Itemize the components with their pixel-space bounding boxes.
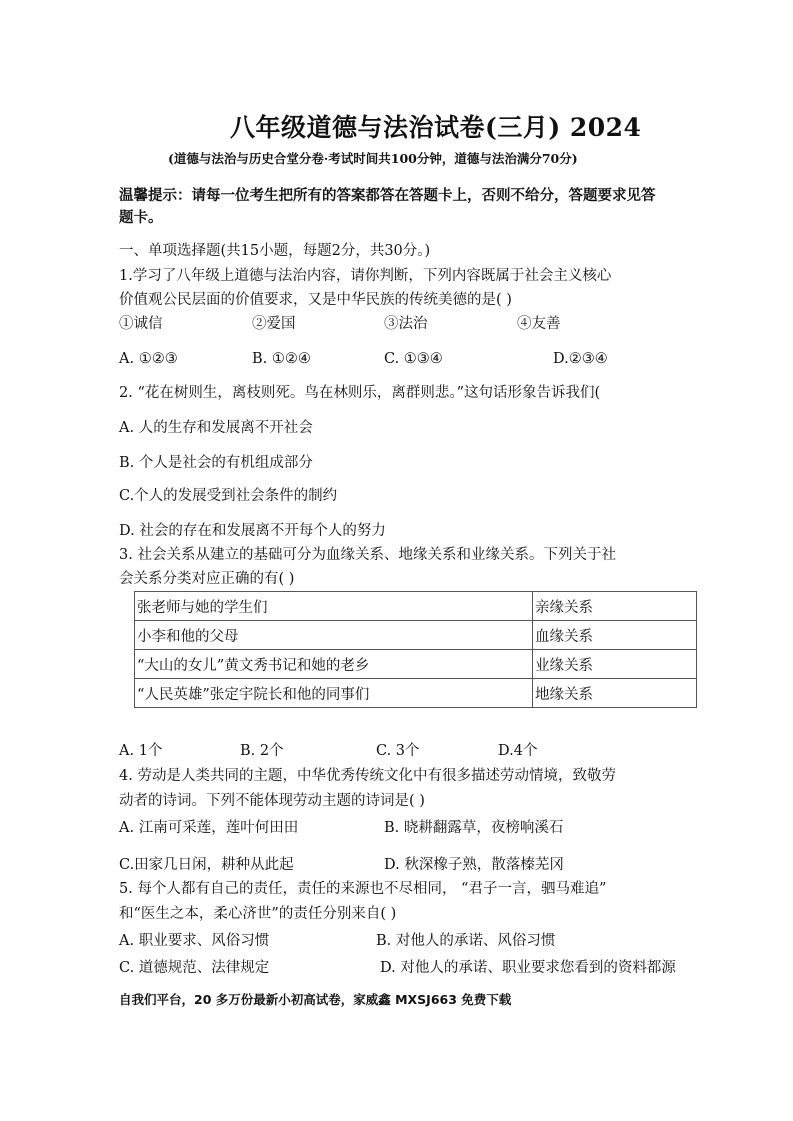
table-cell: “大山的女儿”黄文秀书记和她的老乡 bbox=[135, 650, 533, 679]
q3-option-b: B. 2个 bbox=[240, 743, 284, 759]
footer-note: 自我们平台，20 多万份最新小初高试卷，家威鑫 MXSJ663 免费下载 bbox=[119, 992, 512, 1007]
q1-item: ④友善 bbox=[517, 316, 561, 332]
q5-line-1: 5. 每个人都有自己的责任，责任的来源也不尽相同， “君子一言，驷马难追” bbox=[119, 881, 607, 897]
q1-line-2: 价值观公民层面的价值要求，又是中华民族的传统美德的是( ) bbox=[119, 292, 512, 308]
q5-option-a: A. 职业要求、风俗习惯 bbox=[119, 933, 270, 949]
q4-option-b: B. 晓耕翻露草，夜榜响溪石 bbox=[384, 820, 564, 836]
q2-option-b: B. 个人是社会的有机组成部分 bbox=[119, 455, 313, 471]
q1-option-c: C. ①③④ bbox=[384, 351, 443, 367]
table-cell: “人民英雄”张定宇院长和他的同事们 bbox=[135, 679, 533, 708]
q4-line-2: 动者的诗词。下列不能体现劳动主题的诗词是( ) bbox=[119, 793, 425, 809]
q1-item: ①诚信 bbox=[119, 316, 163, 332]
q5-option-c: C. 道德规范、法律规定 bbox=[119, 960, 270, 976]
page-title: 八年级道德与法治试卷(三月) 2024 bbox=[230, 113, 642, 142]
q1-option-d: D.②③④ bbox=[553, 351, 608, 367]
q1-line-1: 1.学习了八年级上道德与法治内容，请你判断，下列内容既属于社会主义核心 bbox=[119, 268, 612, 284]
q4-line-1: 4. 劳动是人类共同的主题，中华优秀传统文化中有很多描述劳动情境，致敬劳 bbox=[119, 768, 616, 784]
notice-line-1: 温馨提示：请每一位考生把所有的答案都答在答题卡上，否则不给分，答题要求见答 bbox=[119, 187, 656, 204]
q2-line-1: 2. “花在树则生，离枝则死。鸟在林则乐，离群则悲。”这句话形象告诉我们( bbox=[119, 385, 601, 401]
q5-line-2: 和“医生之本，柔心济世”的责任分别来自( ) bbox=[119, 906, 397, 922]
q2-option-c: C.个人的发展受到社会条件的制约 bbox=[119, 488, 338, 504]
q3-line-1: 3. 社会关系从建立的基础可分为血缘关系、地缘关系和业缘关系。下列关于社 bbox=[119, 547, 616, 563]
q1-option-a: A. ①②③ bbox=[119, 351, 178, 367]
relation-table bbox=[134, 591, 697, 708]
q2-option-d: D. 社会的存在和发展离不开每个人的努力 bbox=[119, 523, 386, 539]
q3-line-2: 会关系分类对应正确的有( ) bbox=[119, 571, 295, 587]
q1-item: ②爱国 bbox=[252, 316, 296, 332]
table-row bbox=[135, 621, 697, 650]
exam-subtitle: (道德与法治与历史合堂分卷·考试时间共100分钟，道德与法治满分70分) bbox=[168, 151, 578, 166]
q4-option-d: D. 秋深橡子熟，散落榛芜冈 bbox=[384, 857, 564, 873]
q5-option-b: B. 对他人的承诺、风俗习惯 bbox=[376, 933, 556, 949]
table-cell: 业缘关系 bbox=[533, 650, 697, 679]
table-row bbox=[135, 592, 697, 621]
q5-option-d: D. 对他人的承诺、职业要求您看到的资料都源 bbox=[380, 960, 676, 976]
q4-option-c: C.田家几日闲，耕种从此起 bbox=[119, 857, 294, 873]
table-row bbox=[135, 650, 697, 679]
q1-option-b: B. ①②④ bbox=[252, 351, 311, 367]
q4-option-a: A. 江南可采莲，莲叶何田田 bbox=[119, 820, 299, 836]
table-cell: 张老师与她的学生们 bbox=[135, 592, 533, 621]
q3-option-a: A. 1个 bbox=[119, 743, 163, 759]
q2-option-a: A. 人的生存和发展离不开社会 bbox=[119, 420, 313, 436]
section-heading: 一、单项选择题(共15小题，每题2分，共30分。) bbox=[119, 243, 431, 259]
q3-option-c: C. 3个 bbox=[376, 743, 420, 759]
q3-option-d: D.4个 bbox=[498, 743, 538, 759]
q1-item: ③法治 bbox=[384, 316, 428, 332]
table-row bbox=[135, 679, 697, 708]
table-cell: 亲缘关系 bbox=[533, 592, 697, 621]
table-cell: 小李和他的父母 bbox=[135, 621, 533, 650]
table-cell: 血缘关系 bbox=[533, 621, 697, 650]
notice-line-2: 题卡。 bbox=[119, 209, 163, 226]
table-cell: 地缘关系 bbox=[533, 679, 697, 708]
